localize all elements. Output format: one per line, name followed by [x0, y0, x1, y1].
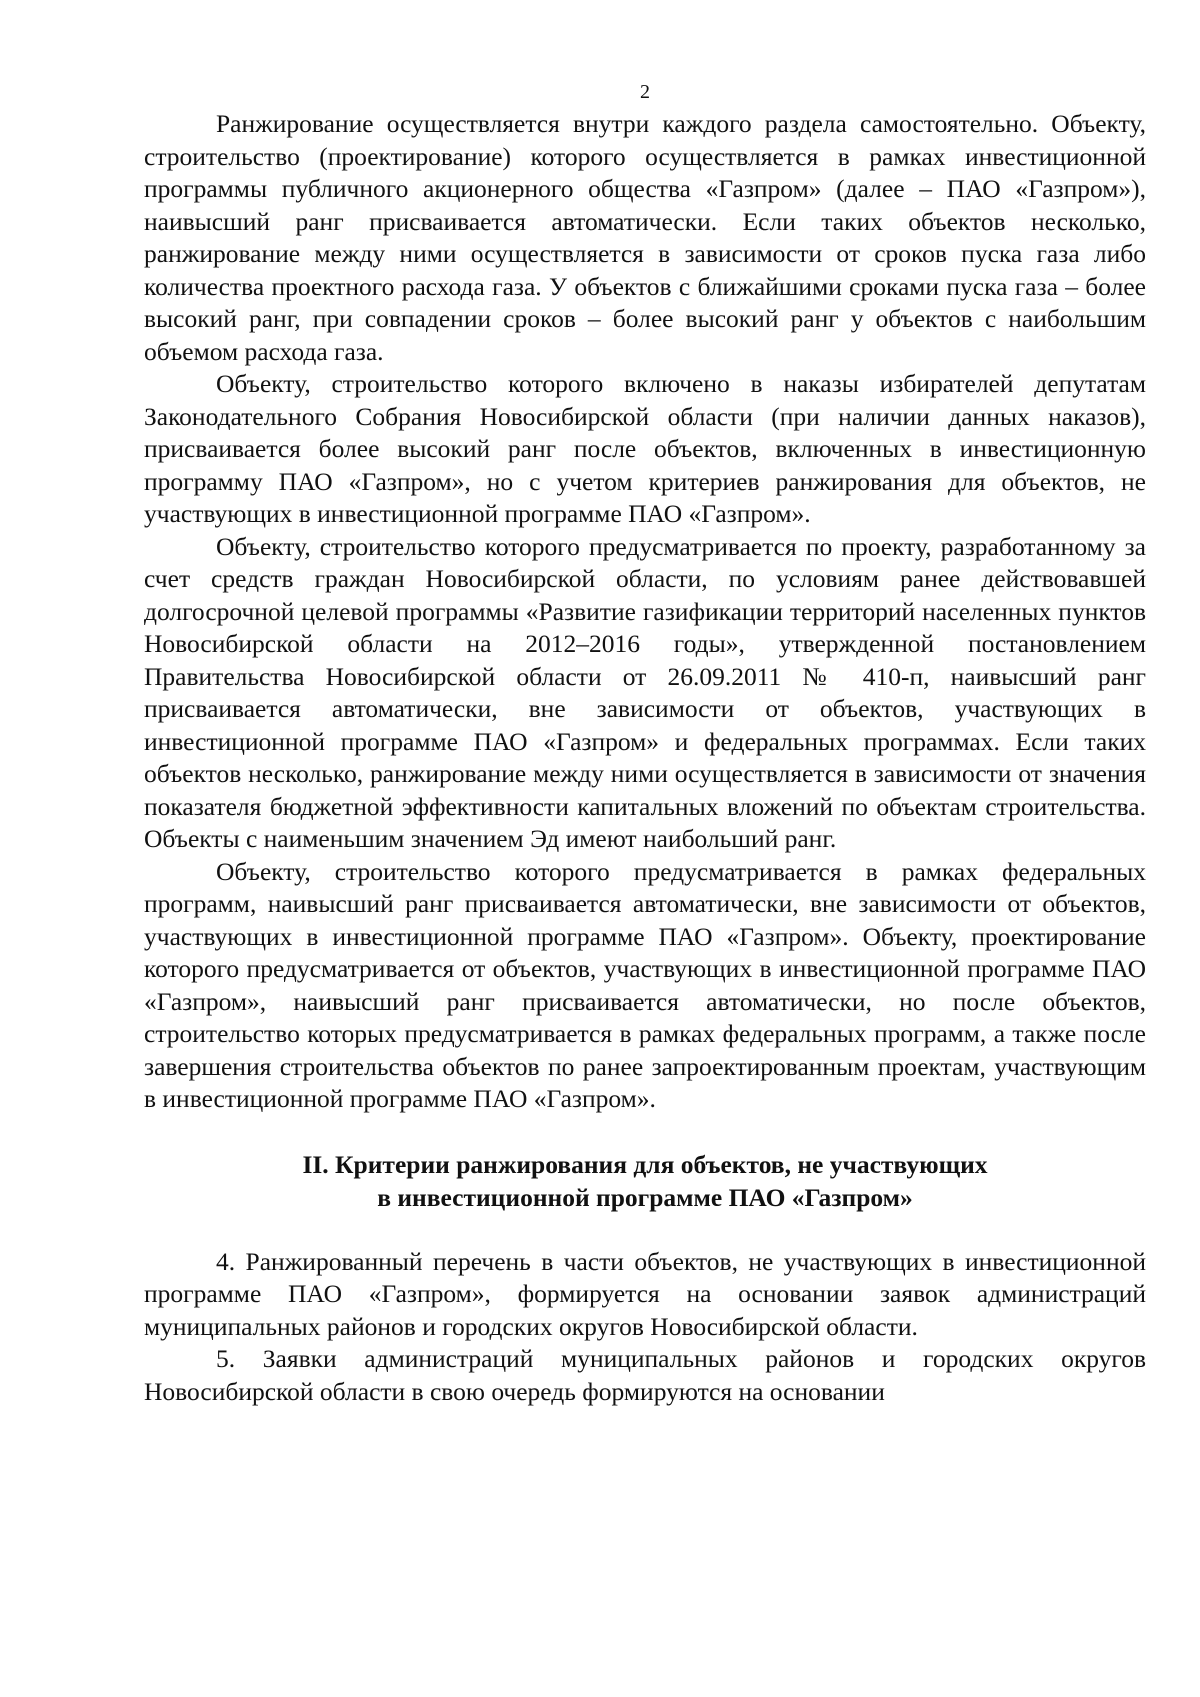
- paragraph-item-4: 4. Ранжированный перечень в части объектов, не участвующих в инвестиционной программе ПАО «Газпром», формируется на основании заявок администраций муниципальных районов и городских округов Новосибирской области.: [144, 1246, 1146, 1341]
- page-number: 2: [640, 81, 650, 103]
- paragraph-ranking-within-section: Ранжирование осуществляется внутри каждого раздела самостоятельно. Объекту, строительство (проектирование) которого осуществляется в рамках инвестиционной программы публичного акционерного общества «Газпром» (далее – ПАО «Газпром»), наивысший ранг присваивается автоматически. Если таких объектов несколько, ранжирование между ними осуществляется в зависимости от сроков пуска газа либо количества проектного расхода газа. У объектов с ближайшими сроками пуска газа – более высокий ранг, при совпадении сроков – более высокий ранг у объектов с наибольшим объемом расхода газа.: [144, 109, 1146, 366]
- document-page: [144, 78, 1146, 1408]
- paragraph-federal-programs: Объекту, строительство которого предусматривается в рамках федеральных программ, наивысший ранг присваивается автоматически, вне зависимости от объектов, участвующих в инвестиционной программе ПАО «Газпром». Объекту, проектирование которого предусматривается от объектов, участвующих в инвестиционной программе ПАО «Газпром», наивысший ранг присваивается автоматически, но после объектов, строительство которых предусматривается в рамках федеральных программ, а также после завершения строительства объектов по ранее запроектированным проектам, участвующим в инвестиционной программе ПАО «Газпром».: [144, 856, 1146, 1113]
- section-heading-line-1: II. Критерии ранжирования для объектов, не участвующих: [302, 1149, 988, 1179]
- paragraph-citizen-funded-projects: Объекту, строительство которого предусматривается по проекту, разработанному за счет средств граждан Новосибирской области, по условиям ранее действовавшей долгосрочной целевой программы «Развитие газификации территорий населенных пунктов Новосибирской области на 2012–2016 годы», утвержденной постановлением Правительства Новосибирской области от 26.09.2011 № 410-п, наивысший ранг присваивается автоматически, вне зависимости от объектов, участвующих в инвестиционной программе ПАО «Газпром» и федеральных программах. Если таких объектов несколько, ранжирование между ними осуществляется в зависимости от значения показателя бюджетной эффективности капитальных вложений по объектам строительства. Объекты с наименьшим значением Эд имеют наибольший ранг.: [144, 531, 1146, 853]
- section-heading: [144, 1148, 1146, 1214]
- paragraph-voter-mandates: Объекту, строительство которого включено в наказы избирателей депутатам Законодательного Собрания Новосибирской области (при наличии данных наказов), присваивается более высокий ранг после объектов, включенных в инвестиционную программу ПАО «Газпром», но с учетом критериев ранжирования для объектов, не участвующих в инвестиционной программе ПАО «Газпром».: [144, 369, 1146, 528]
- paragraph-item-5: 5. Заявки администраций муниципальных районов и городских округов Новосибирской области в свою очередь формируются на основании: [144, 1344, 1146, 1406]
- section-heading-line-2: в инвестиционной программе ПАО «Газпром»: [377, 1182, 913, 1212]
